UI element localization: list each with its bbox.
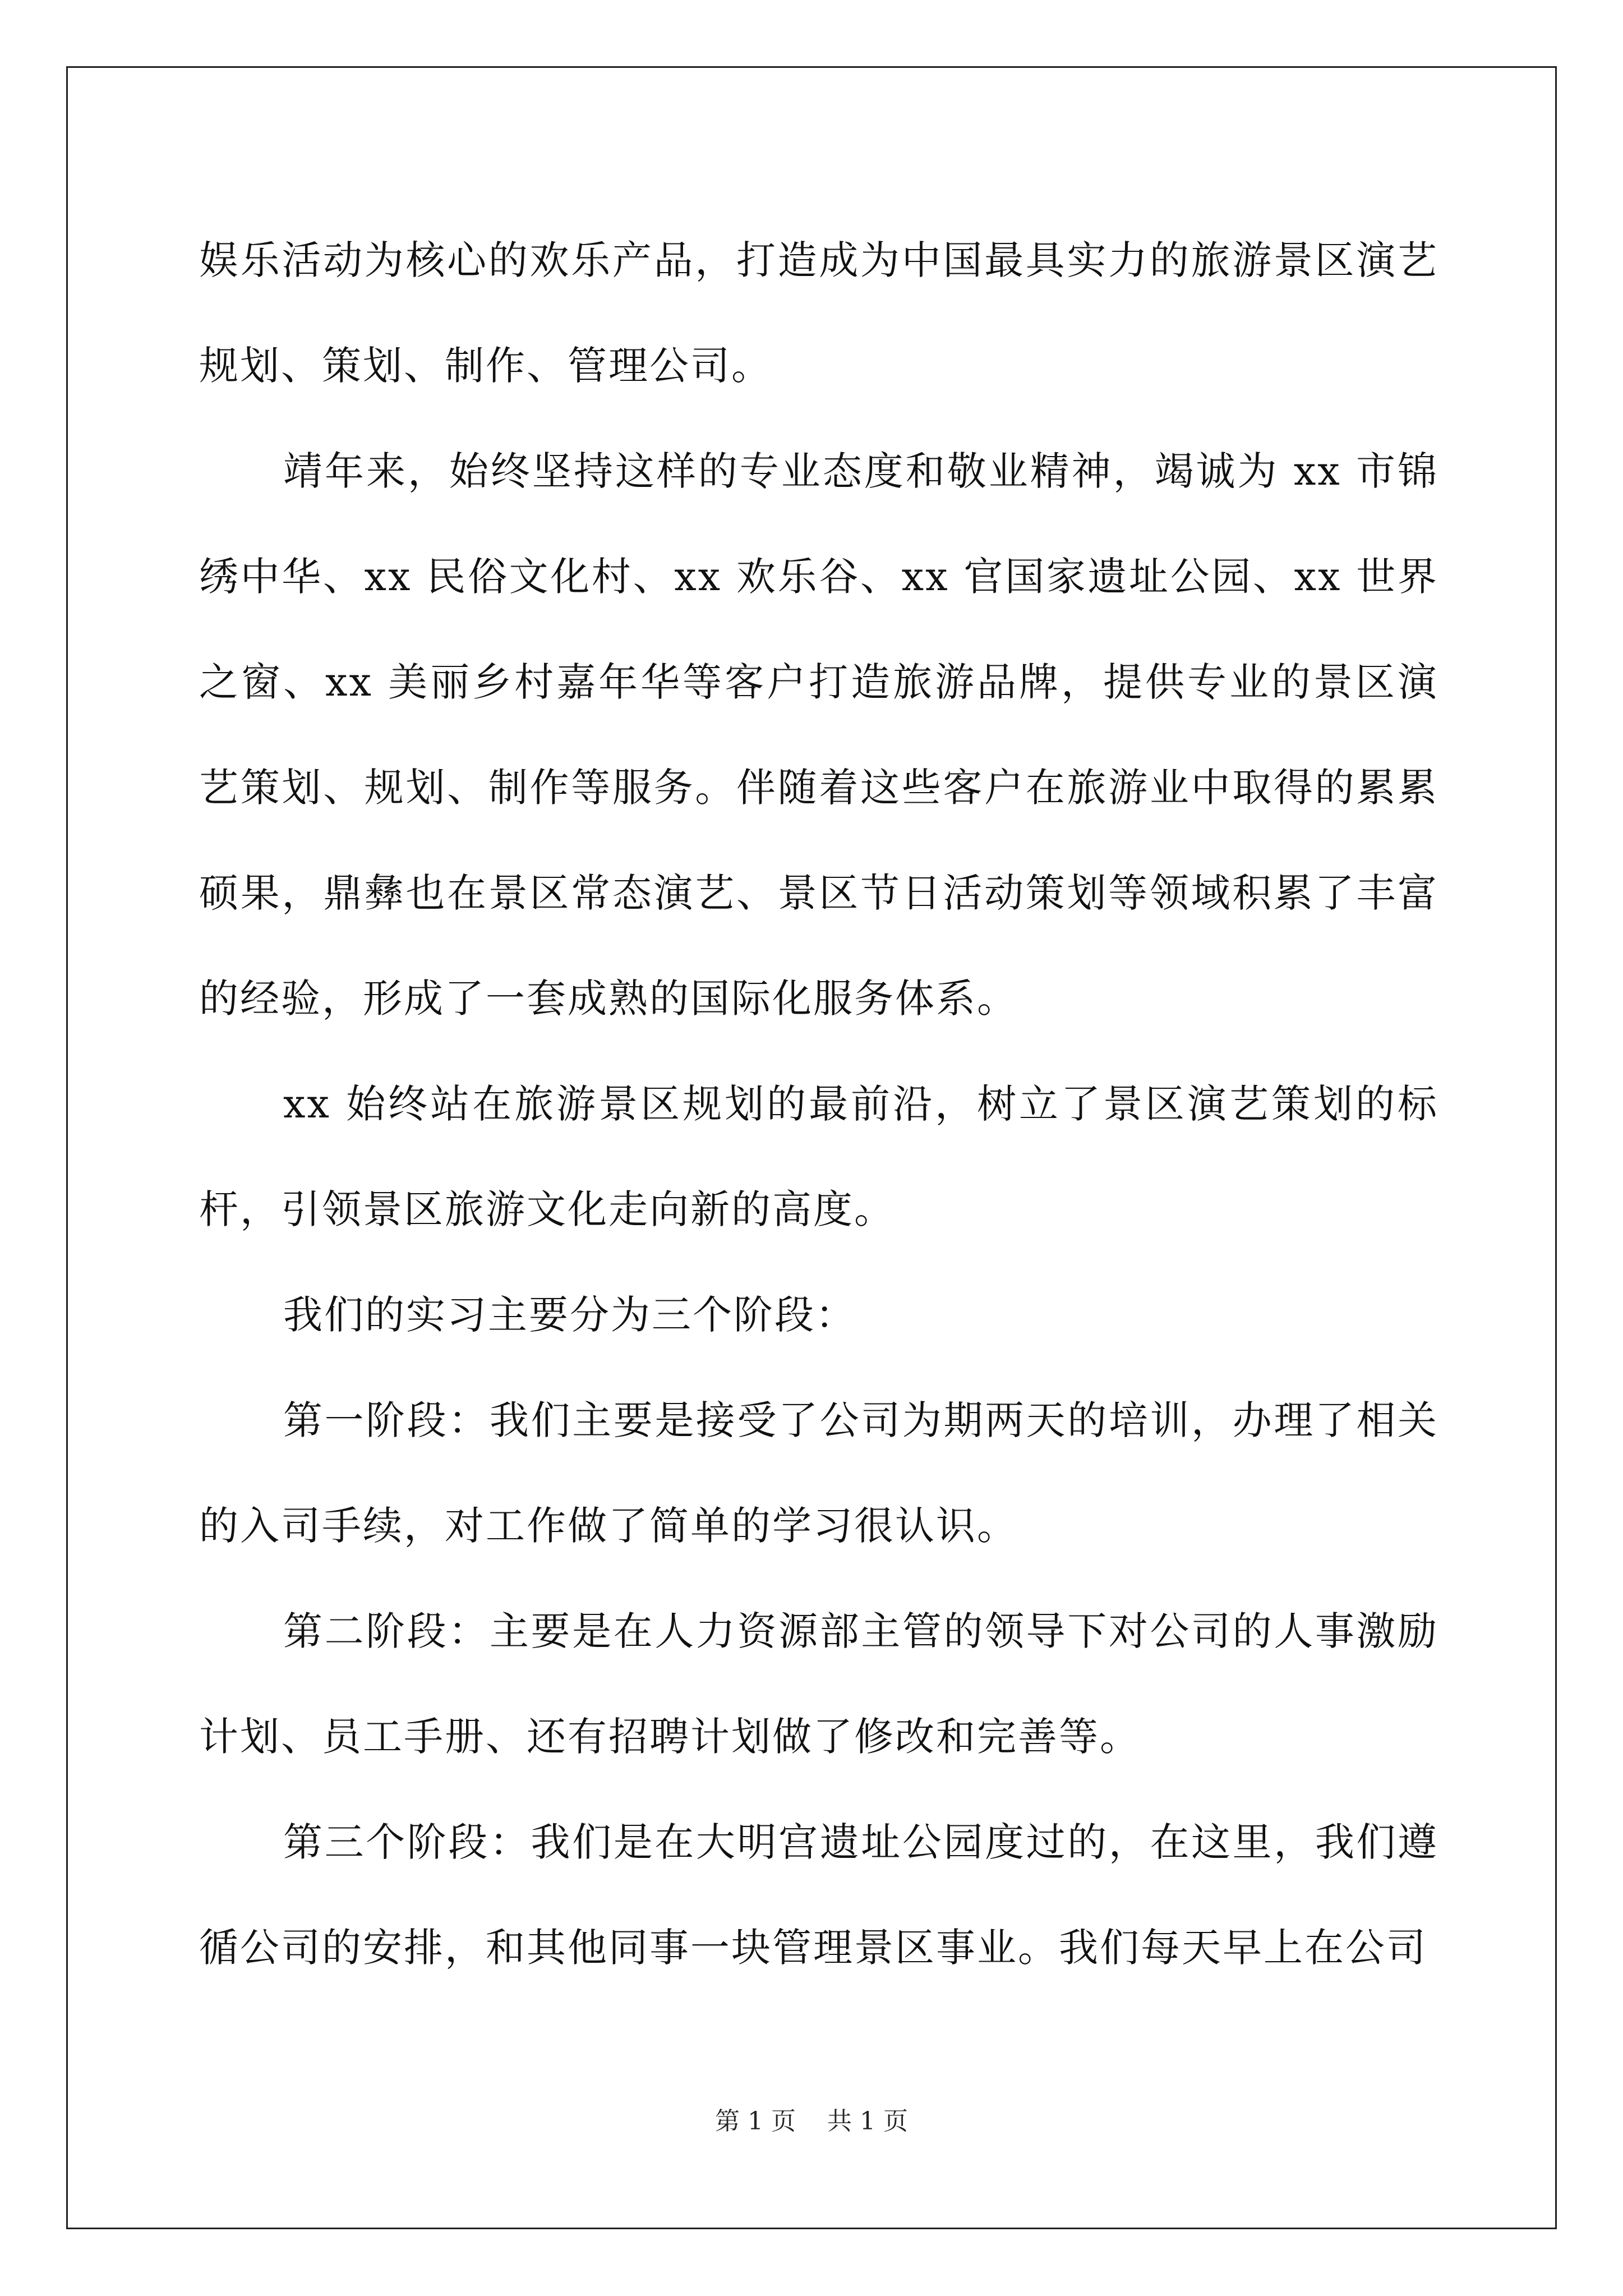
paragraph-4: 我们的实习主要分为三个阶段：: [283, 1292, 856, 1338]
page-number: 第 1 页: [715, 2107, 796, 2136]
page-total: 共 1 页: [827, 2107, 908, 2136]
paragraph-2: 靖年来，始终坚持这样的专业态度和敬业精神，竭诚为 xx 市锦绣中华、xx 民俗文化村、xx 欢乐谷、xx 官国家遗址公园、xx 世界之窗、xx 美丽乡村嘉年华等客户打造旅游品牌，提供专业的景区演艺策划、规划、制作等服务。伴随着这些客户在旅游业中取得的累累硕果，鼎彝也在景区常态演艺、景区节日活动策划等领域积累了丰富的经验，形成了一套成熟的国际化服务体系。: [199, 448, 1438, 1022]
paragraph-7: 第三个阶段：我们是在大明宫遗址公园度过的，在这里，我们遵循公司的安排，和其他同事一块管理景区事业。我们每天早上在公司: [199, 1819, 1438, 1971]
document-body: [199, 208, 1438, 2000]
paragraph-6: 第二阶段：主要是在人力资源部主管的领导下对公司的人事激励计划、员工手册、还有招聘计划做了修改和完善等。: [199, 1608, 1438, 1760]
page-footer: [0, 2105, 1623, 2138]
paragraph-1: 娱乐活动为核心的欢乐产品，打造成为中国最具实力的旅游景区演艺规划、策划、制作、管理公司。: [199, 237, 1438, 389]
paragraph-3: xx 始终站在旅游景区规划的最前沿，树立了景区演艺策划的标杆，引领景区旅游文化走向新的高度。: [199, 1081, 1438, 1232]
paragraph-5: 第一阶段：我们主要是接受了公司为期两天的培训，办理了相关的入司手续，对工作做了简单的学习很认识。: [199, 1397, 1438, 1549]
